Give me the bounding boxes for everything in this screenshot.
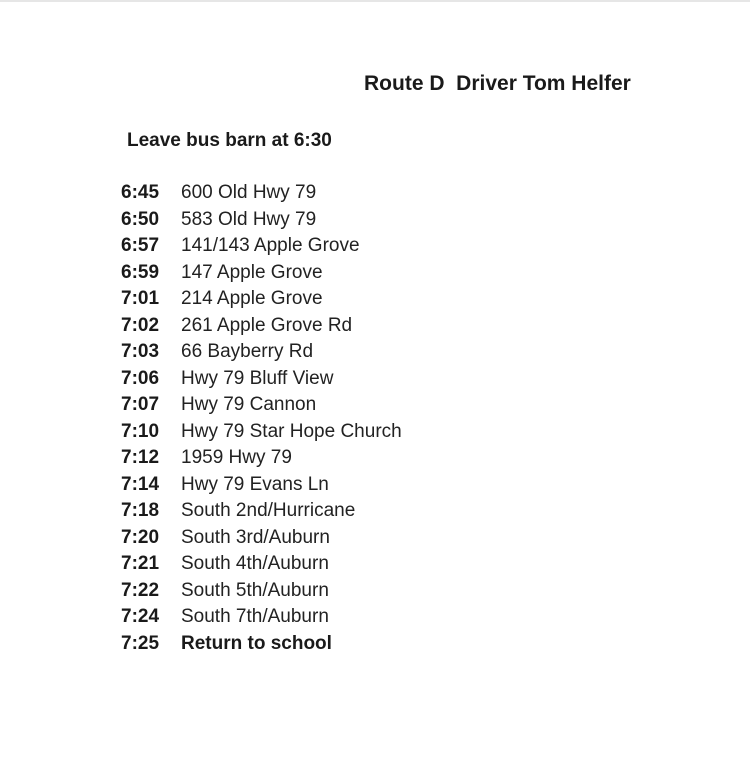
stop-location: 66 Bayberry Rd xyxy=(181,341,314,362)
stop-location: 583 Old Hwy 79 xyxy=(181,208,317,230)
stop-row xyxy=(121,392,541,419)
stop-row xyxy=(121,339,541,366)
stop-row xyxy=(121,286,541,313)
top-divider xyxy=(0,0,750,2)
stop-row xyxy=(121,313,541,340)
stop-location: 261 Apple Grove Rd xyxy=(181,314,353,336)
stop-time: 7:22 xyxy=(121,579,160,601)
stop-location: Hwy 79 Bluff View xyxy=(181,367,334,389)
stop-time: 7:02 xyxy=(121,314,160,336)
stop-time: 7:12 xyxy=(121,447,160,468)
stop-time: 6:45 xyxy=(121,182,160,203)
stop-row xyxy=(121,366,541,393)
stop-location: Hwy 79 Evans Ln xyxy=(181,473,329,495)
stop-location: 141/143 Apple Grove xyxy=(181,235,360,256)
stop-time: 6:50 xyxy=(121,208,160,230)
stop-location: South 7th/Auburn xyxy=(181,606,329,627)
stop-time: 7:01 xyxy=(121,288,160,309)
stop-row xyxy=(121,551,541,578)
stop-row xyxy=(121,472,541,499)
stop-schedule xyxy=(121,180,541,657)
stop-time: 7:14 xyxy=(121,473,160,495)
stop-row xyxy=(121,233,541,260)
stop-time: 6:57 xyxy=(121,235,160,256)
stop-row xyxy=(121,207,541,234)
stop-row xyxy=(121,604,541,631)
stop-location: South 3rd/Auburn xyxy=(181,526,330,548)
departure-note: Leave bus barn at 6:30 xyxy=(127,130,332,151)
stop-location: 1959 Hwy 79 xyxy=(181,447,292,468)
stop-location: Hwy 79 Star Hope Church xyxy=(181,420,402,442)
stop-row xyxy=(121,445,541,472)
stop-row xyxy=(121,578,541,605)
stop-time: 7:21 xyxy=(121,553,160,574)
stop-location: 147 Apple Grove xyxy=(181,261,323,283)
stop-location: South 5th/Auburn xyxy=(181,579,329,601)
stop-time: 7:06 xyxy=(121,367,160,389)
page-title: Route D Driver Tom Helfer xyxy=(364,72,631,95)
stop-location: 600 Old Hwy 79 xyxy=(181,182,317,203)
stop-time: 7:03 xyxy=(121,341,160,362)
stop-time: 7:20 xyxy=(121,526,160,548)
stop-location: Return to school xyxy=(181,632,332,654)
return-row xyxy=(121,631,541,658)
stop-time: 7:10 xyxy=(121,420,160,442)
stop-location: 214 Apple Grove xyxy=(181,288,323,309)
stop-location: South 2nd/Hurricane xyxy=(181,500,356,521)
stop-location: South 4th/Auburn xyxy=(181,553,329,574)
stop-row xyxy=(121,419,541,446)
stop-time: 6:59 xyxy=(121,261,160,283)
stop-row xyxy=(121,525,541,552)
stop-time: 7:25 xyxy=(121,632,160,654)
stop-time: 7:24 xyxy=(121,606,160,627)
stop-row xyxy=(121,260,541,287)
stop-time: 7:07 xyxy=(121,394,160,415)
stop-row xyxy=(121,180,541,207)
stop-time: 7:18 xyxy=(121,500,160,521)
stop-row xyxy=(121,498,541,525)
stop-location: Hwy 79 Cannon xyxy=(181,394,317,415)
